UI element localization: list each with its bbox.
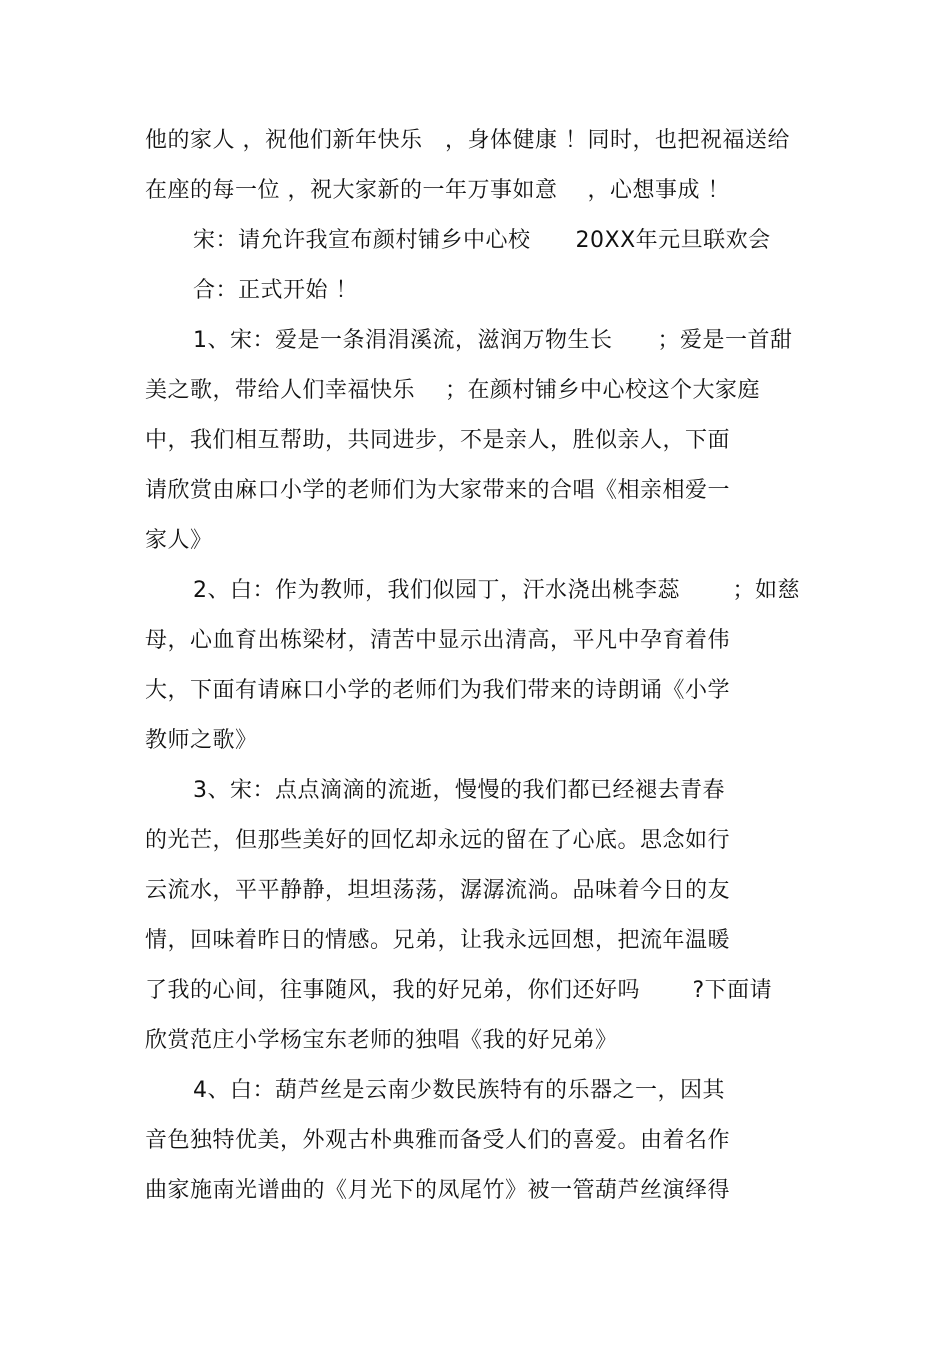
text-line: 1、宋：爱是一条涓涓溪流，滋润万物生长 ；爱是一首甜 bbox=[193, 328, 793, 353]
text-line: 美之歌，带给人们幸福快乐 ；在颜村铺乡中心校这个大家庭 bbox=[145, 378, 760, 403]
text-line: 欣赏范庄小学杨宝东老师的独唱《我的好兄弟》 bbox=[145, 1028, 618, 1053]
text-line: 情，回味着昨日的情感。兄弟，让我永远回想，把流年温暖 bbox=[145, 928, 731, 953]
text-line: 2、白：作为教师，我们似园丁，汗水浇出桃李蕊 ；如慈 bbox=[193, 578, 800, 603]
text-line: 中，我们相互帮助，共同进步，不是亲人，胜似亲人，下面 bbox=[145, 428, 731, 453]
text-line: 母，心血育出栋梁材，清苦中显示出清高，平凡中孕育着伟 bbox=[145, 628, 731, 653]
text-line: 请欣赏由麻口小学的老师们为大家带来的合唱《相亲相爱一 bbox=[145, 478, 731, 503]
text-line: 3、宋：点点滴滴的流逝，慢慢的我们都已经褪去青春 bbox=[193, 778, 725, 803]
text-line: 了我的心间，往事随风，我的好兄弟，你们还好吗 ?下面请 bbox=[145, 978, 773, 1003]
text-line: 云流水，平平静静，坦坦荡荡，潺潺流淌。品味着今日的友 bbox=[145, 878, 731, 903]
text-line: 音色独特优美，外观古朴典雅而备受人们的喜爱。由着名作 bbox=[145, 1128, 731, 1153]
text-line: 4、白：葫芦丝是云南少数民族特有的乐器之一，因其 bbox=[193, 1078, 725, 1103]
text-line: 教师之歌》 bbox=[145, 728, 258, 753]
text-line: 他的家人 ，祝他们新年快乐 ，身体健康 ！同时，也把祝福送给 bbox=[145, 128, 790, 153]
text-line: 合：正式开始 ！ bbox=[193, 278, 358, 303]
text-line: 大，下面有请麻口小学的老师们为我们带来的诗朗诵《小学 bbox=[145, 678, 731, 703]
text-line: 宋：请允许我宣布颜村铺乡中心校 20XX年元旦联欢会 bbox=[193, 228, 771, 253]
text-line: 曲家施南光谱曲的《月光下的凤尾竹》被一管葫芦丝演绎得 bbox=[145, 1178, 731, 1203]
text-line: 的光芒，但那些美好的回忆却永远的留在了心底。思念如行 bbox=[145, 828, 731, 853]
text-line: 在座的每一位 ，祝大家新的一年万事如意 ，心想事成 ！ bbox=[145, 178, 730, 203]
text-line: 家人》 bbox=[145, 528, 213, 553]
